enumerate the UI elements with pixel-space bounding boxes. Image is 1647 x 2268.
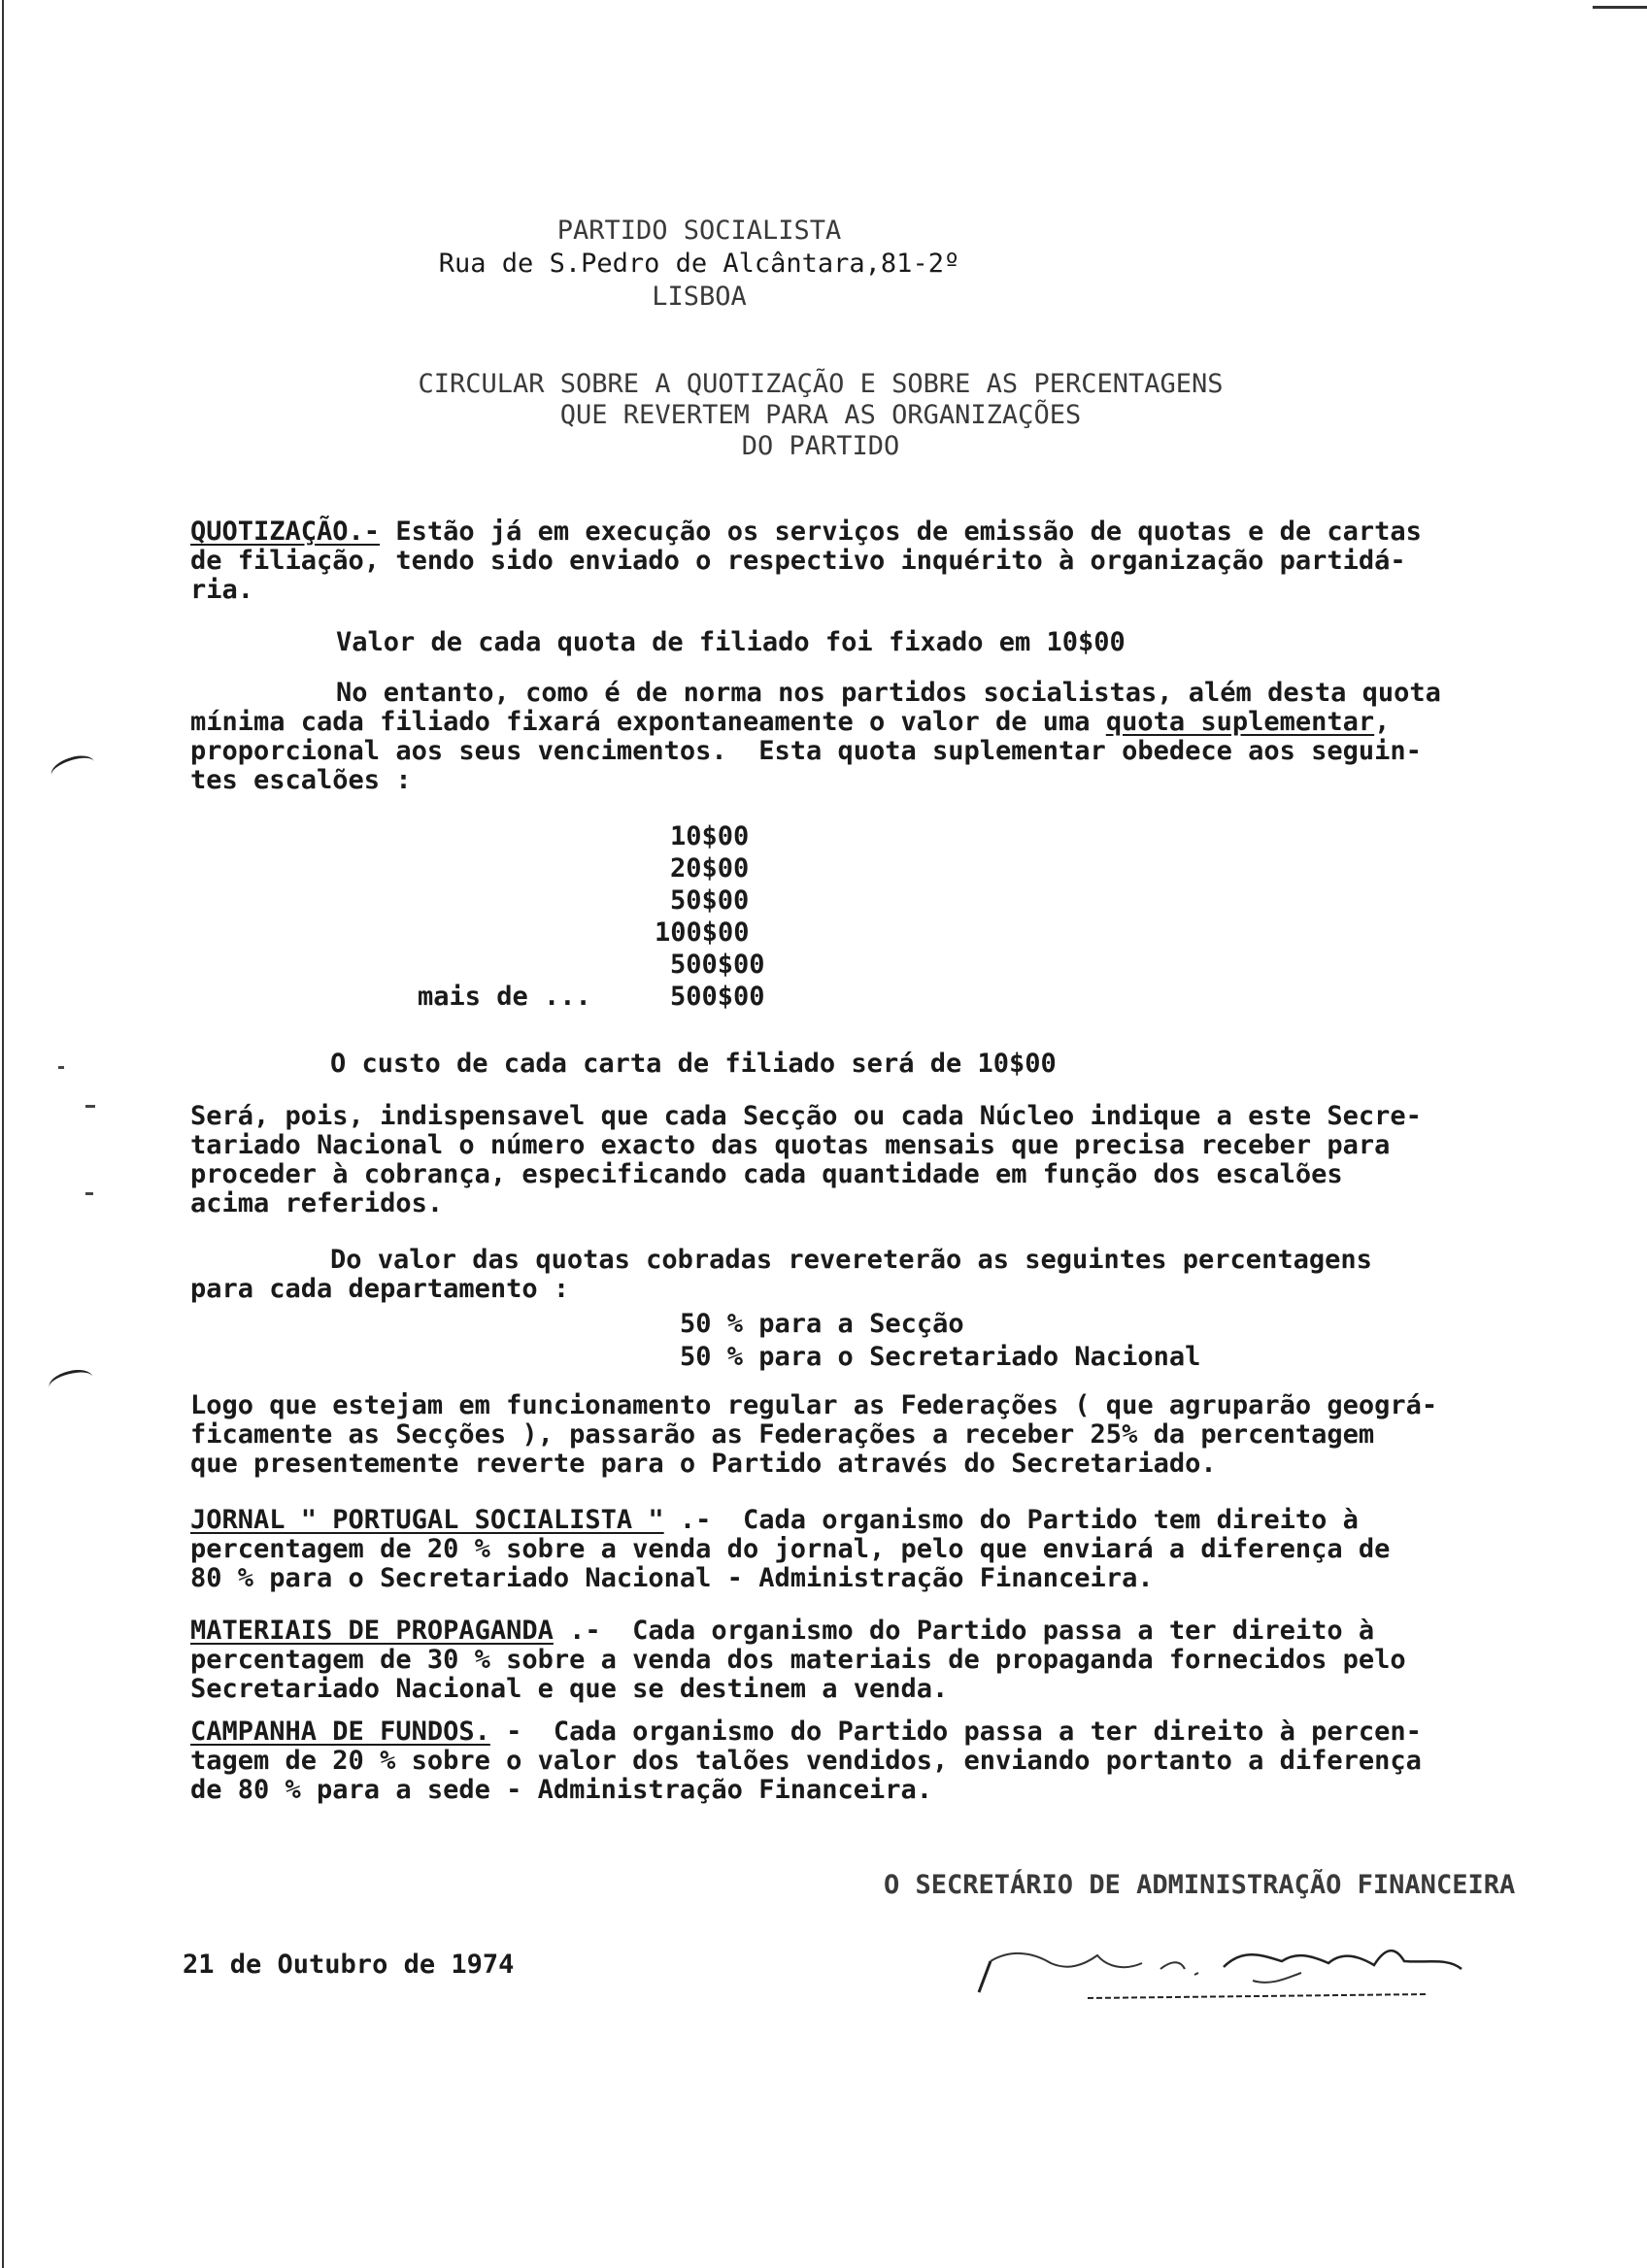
campanha-line-2: tagem de 20 % sobre o valor dos talões vendidos, enviando portanto a diferença: [190, 1746, 1422, 1776]
escalao-4: 100$00: [655, 917, 750, 948]
escalao-prefix: mais de ...: [418, 982, 591, 1012]
signature-title: O SECRETÁRIO DE ADMINISTRAÇÃO FINANCEIRA: [884, 1870, 1516, 1900]
scan-border-top: [1593, 6, 1647, 9]
quotizacao-line-3: ria.: [190, 575, 254, 605]
handwritten-signature: [961, 1913, 1466, 2010]
materiais-line-1: MATERIAIS DE PROPAGANDA .- Cada organismo do Partido passa a ter direito à: [190, 1616, 1375, 1646]
title-line-2: QUE REVERTEM PARA AS ORGANIZAÇÕES: [559, 400, 1082, 430]
carta-custo: O custo de cada carta de filiado será de 10$00: [330, 1049, 1057, 1079]
escalao-1: 10$00: [670, 821, 750, 851]
document-date: 21 de Outubro de 1974: [183, 1950, 515, 1980]
quotizacao-line-2: de filiação, tendo sido enviado o respectivo inquérito à organização partidá-: [190, 546, 1406, 576]
indispensavel-line-2: tariado Nacional o número exacto das quotas mensais que precisa receber para: [190, 1130, 1391, 1160]
title-line-3: DO PARTIDO: [741, 431, 900, 461]
title-line-1: CIRCULAR SOBRE A QUOTIZAÇÃO E SOBRE AS PERCENTAGENS: [418, 369, 1224, 399]
header-address: Rua de S.Pedro de Alcântara,81-2º: [438, 249, 960, 279]
federacoes-line-3: que presentemente reverte para o Partido através do Secretariado.: [190, 1449, 1217, 1479]
indispensavel-line-3: proceder à cobrança, especificando cada quantidade em função dos escalões: [190, 1159, 1343, 1189]
campanha-line-1: CAMPANHA DE FUNDOS. - Cada organismo do Partido passa a ter direito à percen-: [190, 1717, 1422, 1747]
federacoes-line-2: ficamente as Secções ), passarão as Federações a receber 25% da percentagem: [190, 1419, 1375, 1450]
escalao-6: 500$00: [670, 982, 765, 1012]
punch-mark-bottom: [47, 1366, 95, 1398]
header-org: PARTIDO SOCIALISTA: [556, 216, 842, 246]
scan-dash-1: [85, 1105, 95, 1108]
quotizacao-line-1: QUOTIZAÇÃO.- Estão já em execução os serviços de emissão de quotas e de cartas: [190, 517, 1422, 547]
percentagem-seccao: 50 % para a Secção: [680, 1309, 964, 1339]
scan-border-left: [2, 0, 4, 2268]
quotizacao-heading: QUOTIZAÇÃO.-: [190, 517, 381, 547]
materiais-heading: MATERIAIS DE PROPAGANDA: [190, 1616, 554, 1646]
suplementar-line-1: No entanto, como é de norma nos partidos socialistas, além desta quota: [336, 678, 1441, 708]
escalao-5: 500$00: [670, 950, 765, 980]
suplementar-line-3: proporcional aos seus vencimentos. Esta quota suplementar obedece aos seguin-: [190, 736, 1422, 766]
percentagem-secretariado: 50 % para o Secretariado Nacional: [680, 1342, 1201, 1372]
quota-suplementar: quota suplementar: [1105, 707, 1375, 737]
scan-dash-2: [85, 1192, 93, 1195]
campanha-heading: CAMPANHA DE FUNDOS.: [190, 1717, 490, 1747]
indispensavel-line-4: acima referidos.: [190, 1188, 444, 1218]
quota-value: Valor de cada quota de filiado foi fixado em 10$00: [336, 627, 1126, 657]
header-city: LISBOA: [652, 282, 747, 312]
suplementar-line-4: tes escalões :: [190, 765, 412, 795]
materiais-line-2: percentagem de 30 % sobre a venda dos materiais de propaganda fornecidos pelo: [190, 1645, 1406, 1675]
materiais-line-3: Secretariado Nacional e que se destinem a venda.: [190, 1674, 949, 1704]
federacoes-line-1: Logo que estejam em funcionamento regular as Federações ( que agruparão geográ-: [190, 1390, 1438, 1420]
percentagens-line-1: Do valor das quotas cobradas revereterão as seguintes percentagens: [330, 1245, 1372, 1275]
scan-dash-3: [58, 1066, 64, 1069]
indispensavel-line-1: Será, pois, indispensavel que cada Secção ou cada Núcleo indique a este Secre-: [190, 1101, 1422, 1131]
jornal-line-3: 80 % para o Secretariado Nacional - Administração Financeira.: [190, 1563, 1154, 1593]
punch-mark-top: [49, 750, 98, 785]
escalao-2: 20$00: [670, 853, 750, 884]
jornal-line-2: percentagem de 20 % sobre a venda do jornal, pelo que enviará a diferença de: [190, 1534, 1391, 1564]
escalao-3: 50$00: [670, 885, 750, 916]
jornal-heading: JORNAL " PORTUGAL SOCIALISTA ": [190, 1505, 664, 1535]
jornal-line-1: JORNAL " PORTUGAL SOCIALISTA " .- Cada organismo do Partido tem direito à: [190, 1505, 1359, 1535]
campanha-line-3: de 80 % para a sede - Administração Financeira.: [190, 1775, 933, 1805]
percentagens-line-2: para cada departamento :: [190, 1274, 570, 1304]
suplementar-line-2: mínima cada filiado fixará expontaneamente o valor de uma quota suplementar,: [190, 707, 1391, 737]
